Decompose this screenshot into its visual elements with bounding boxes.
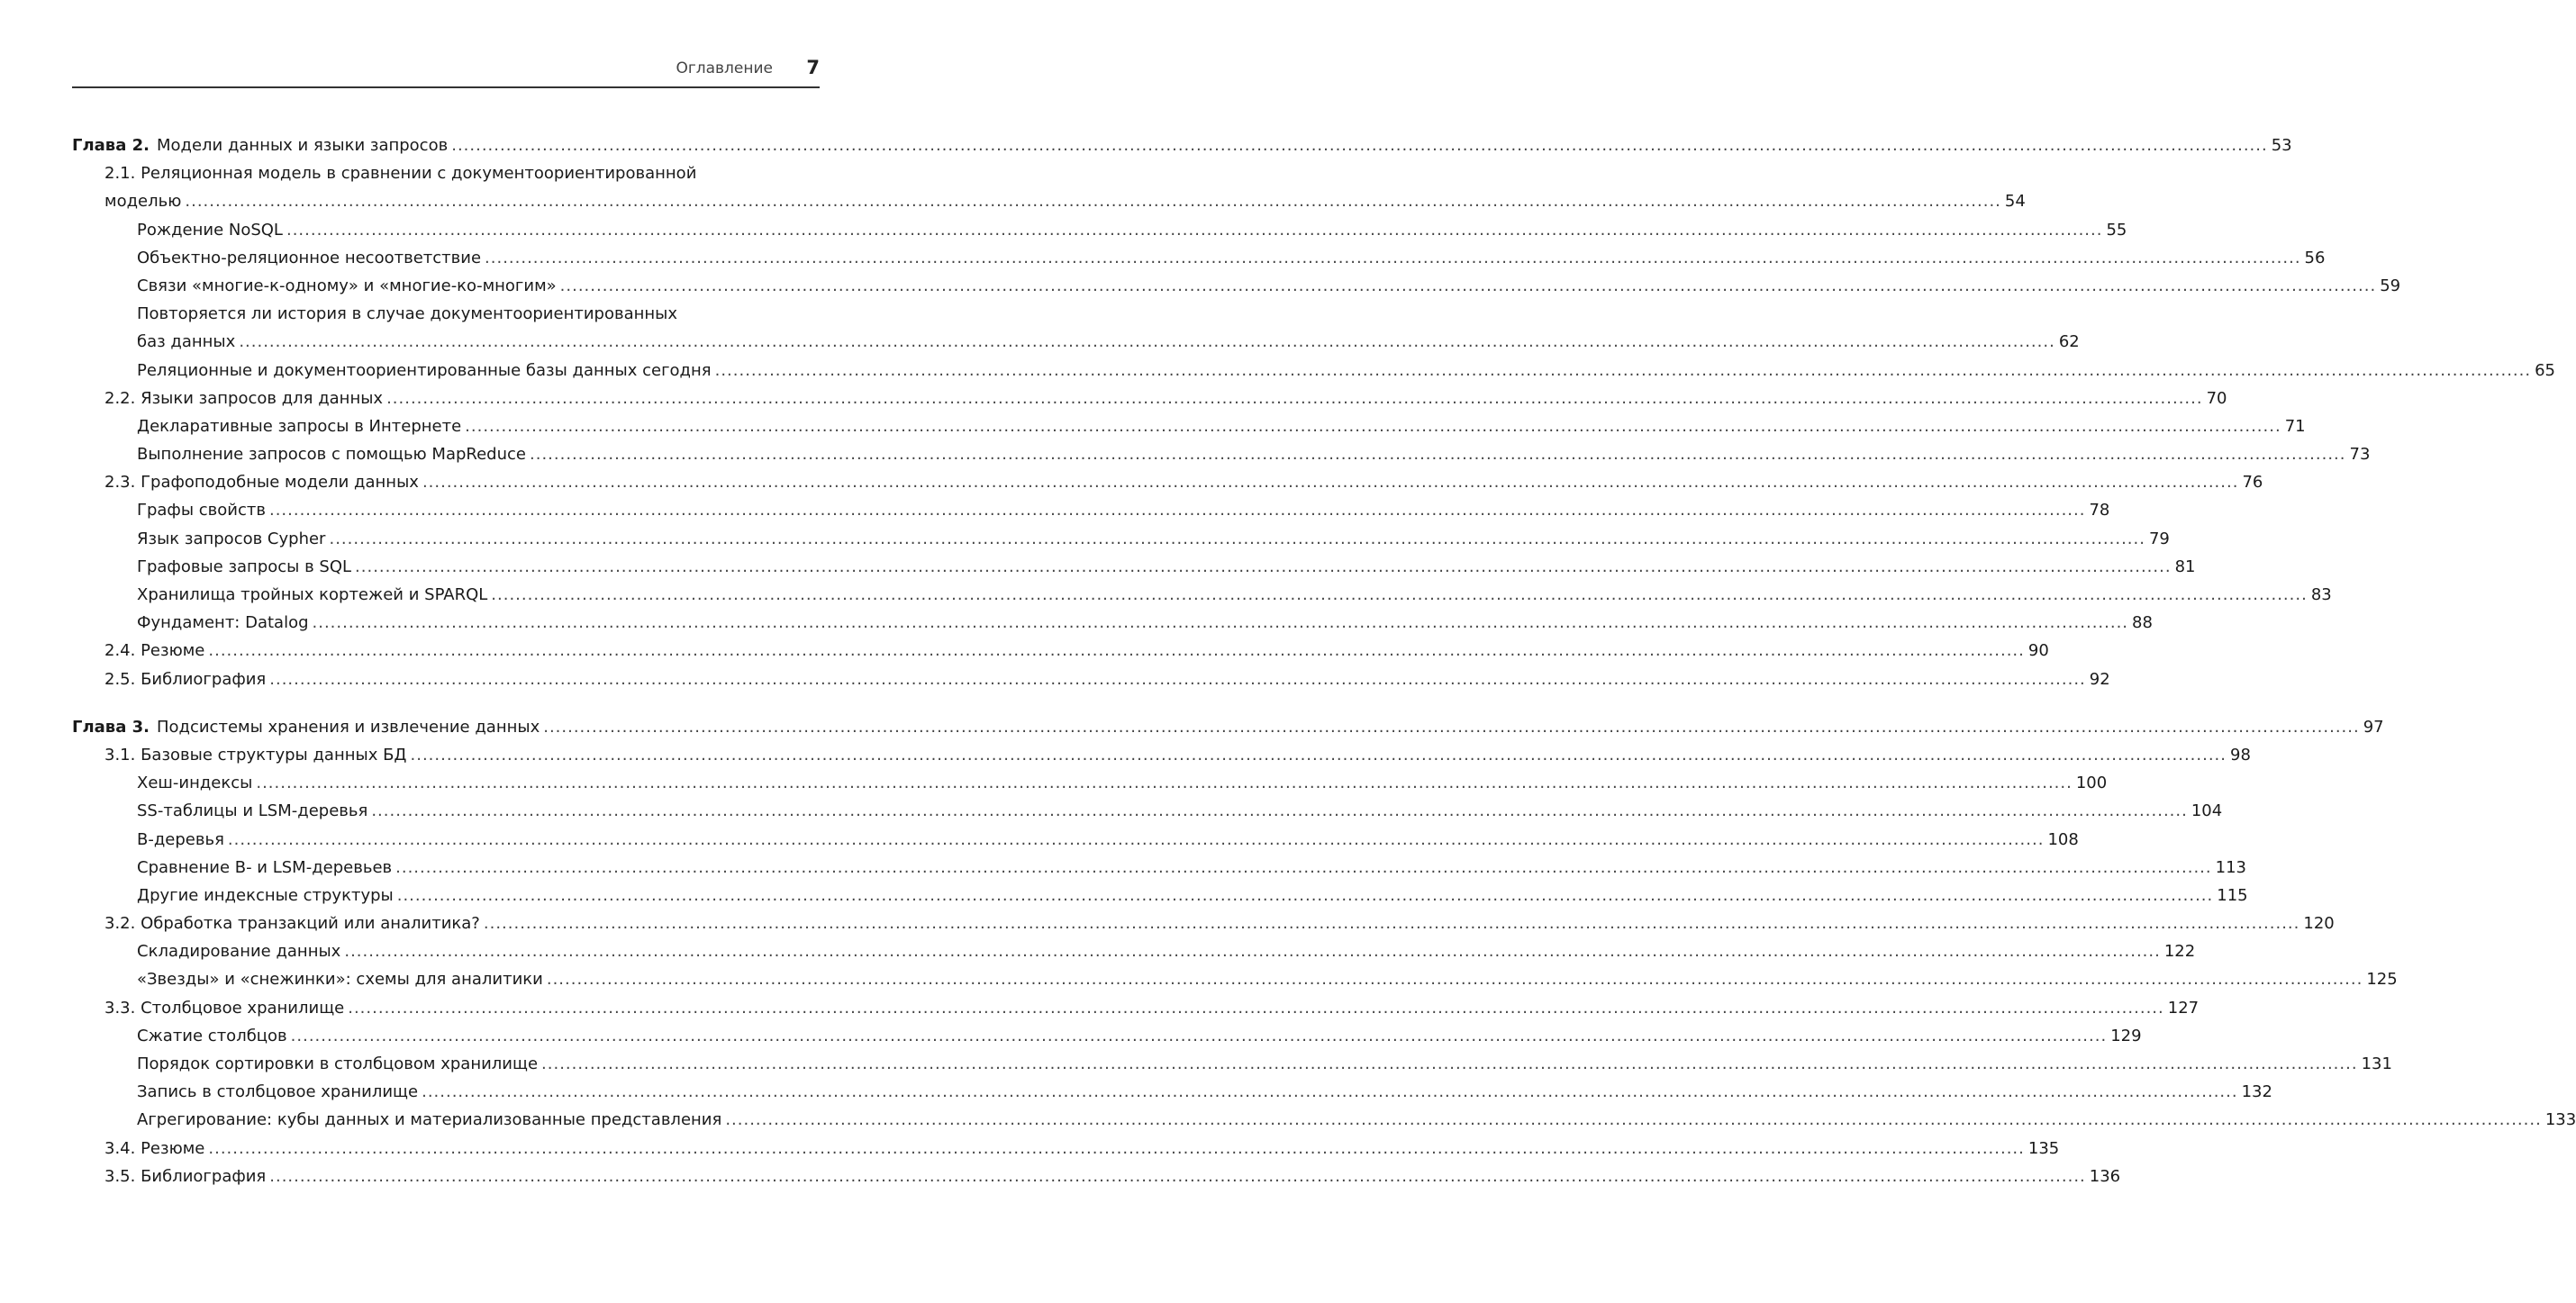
toc-entry-text: 2.3. Графоподобные модели данных [104, 473, 419, 493]
toc-entry-title [72, 713, 540, 741]
leader-dots: ............................................................................................................................................................................................................................................................................................................ [268, 501, 2086, 520]
toc-page-number: 127 [2167, 998, 2200, 1018]
leader-dots: ............................................................................................................................................................................................................................................................................................................ [483, 914, 2300, 934]
chapter-label: Глава 3. [72, 717, 150, 737]
toc-subsection-entry[interactable] [72, 244, 2326, 272]
toc-page-number: 88 [2132, 613, 2153, 633]
toc-entry-title [137, 525, 325, 553]
toc-subsection-entry[interactable] [72, 328, 2080, 356]
running-head-title: Оглавление [676, 59, 773, 77]
toc-page-number: 113 [2215, 857, 2246, 877]
toc-entry-text: B-деревья [137, 829, 224, 849]
toc-page-number: 100 [2075, 774, 2108, 793]
toc-entry-title [137, 1106, 721, 1134]
toc-subsection-entry[interactable] [72, 826, 2079, 854]
page-header [72, 54, 820, 88]
toc-entry-title [137, 826, 224, 854]
toc-subsection-entry[interactable] [72, 440, 2371, 468]
toc-subsection-entry[interactable] [72, 496, 2110, 524]
leader-dots: ............................................................................................................................................................................................................................................................................................................ [269, 1166, 2086, 1186]
toc-entry-title [137, 244, 481, 272]
toc-entry-text: 3.3. Столбцовое хранилище [104, 998, 345, 1018]
toc-page-number: 81 [2174, 556, 2196, 576]
toc-entry-text: Сжатие столбцов [137, 1026, 287, 1045]
leader-dots: ............................................................................................................................................................................................................................................................................................................ [344, 942, 2161, 962]
toc-entry-text: 3.2. Обработка транзакций или аналитика? [104, 914, 480, 934]
leader-dots: ............................................................................................................................................................................................................................................................................................................ [410, 745, 2227, 765]
toc-entry-text: Агрегирование: кубы данных и материализованные представления [137, 1110, 722, 1130]
toc-subsection-entry[interactable] [72, 797, 2223, 825]
toc-page-number: 132 [2241, 1082, 2272, 1102]
toc-entry-text: Сравнение B- и LSM-деревьев [137, 857, 393, 877]
toc-entry-title [137, 1022, 287, 1050]
toc-entry-title [137, 882, 394, 909]
leader-dots: ............................................................................................................................................................................................................................................................................................................ [543, 717, 2360, 737]
toc-entry-title [104, 1163, 266, 1190]
toc-subsection-entry[interactable] [72, 553, 2196, 581]
toc-entry-text: Графы свойств [137, 501, 266, 520]
toc-entry-text: Рождение NoSQL [137, 220, 283, 240]
toc-entry-title [137, 328, 235, 356]
toc-entry-text: Запись в столбцовое хранилище [137, 1082, 419, 1102]
toc-entry-text: SS-таблицы и LSM-деревья [137, 801, 368, 821]
leader-dots: ............................................................................................................................................................................................................................................................................................................ [546, 970, 2363, 990]
toc-entry-title [104, 909, 480, 937]
toc-entry-title-line: 2.1. Реляционная модель в сравнении с документоориентированной [104, 164, 697, 184]
toc-page-number: 79 [2148, 529, 2170, 548]
toc-page-number: 97 [2363, 717, 2384, 737]
toc-section-entry[interactable] [72, 1135, 2060, 1163]
toc-page-number: 59 [2380, 276, 2401, 295]
leader-dots: ............................................................................................................................................................................................................................................................................................................ [256, 774, 2073, 793]
toc-subsection-entry[interactable] [72, 357, 2556, 385]
toc-page-number: 131 [2361, 1054, 2392, 1073]
toc-entry-title [137, 1078, 418, 1106]
toc-entry-text: 2.5. Библиография [104, 669, 267, 689]
toc-entry-title [137, 581, 487, 609]
toc-section-entry[interactable] [72, 1163, 2121, 1190]
toc-entry-title [137, 1050, 538, 1078]
toc-page-number: 55 [2106, 220, 2127, 240]
toc-page-number: 108 [2047, 829, 2079, 849]
toc-entry-title [137, 216, 283, 244]
toc-entry-title [104, 187, 181, 215]
toc-section-entry[interactable] [72, 637, 2049, 665]
toc-page-number: 122 [2163, 942, 2196, 962]
leader-dots: ............................................................................................................................................................................................................................................................................................................ [208, 641, 2025, 661]
toc-entry-text: 2.4. Резюме [104, 641, 205, 661]
toc-page-number: 73 [2349, 445, 2371, 465]
toc-entry-text: Объектно-реляционное несоответствие [137, 248, 482, 267]
toc-subsection-entry[interactable] [72, 1022, 2142, 1050]
toc-entry-text: «Звезды» и «снежинки»: схемы для аналитики [137, 970, 543, 990]
toc-entry-text: Фундамент: Datalog [137, 613, 309, 633]
leader-dots: ............................................................................................................................................................................................................................................................................................................ [530, 445, 2346, 465]
toc-entry-title [137, 272, 557, 300]
toc-page-number: 135 [2027, 1138, 2060, 1158]
toc-page-number: 54 [2004, 192, 2026, 212]
toc-entry-text: баз данных [137, 332, 236, 352]
leader-dots: ............................................................................................................................................................................................................................................................................................................ [541, 1054, 2358, 1073]
toc-subsection-entry[interactable] [72, 965, 2398, 993]
toc-page-number: 70 [2206, 388, 2227, 408]
toc-subsection-entry[interactable] [72, 1078, 2272, 1106]
toc-subsection-entry[interactable] [72, 882, 2248, 909]
toc-entry-title [137, 769, 252, 797]
toc-subsection-entry[interactable] [72, 937, 2196, 965]
toc-entry-title [137, 854, 392, 882]
toc-page-number: 104 [2191, 801, 2223, 821]
toc-entry-text: Складирование данных [137, 942, 341, 962]
leader-dots: ............................................................................................................................................................................................................................................................................................................ [348, 998, 2164, 1018]
toc-entry-text: Хранилища тройных кортежей и SPARQL [137, 585, 488, 604]
toc-entry-title [104, 665, 266, 693]
toc-entry-title [137, 496, 266, 524]
leader-dots: ............................................................................................................................................................................................................................................................................................................ [559, 276, 2377, 295]
toc-subsection-entry[interactable] [72, 1106, 2576, 1134]
toc-subsection-entry[interactable] [72, 412, 2306, 440]
toc-page-number: 136 [2089, 1166, 2121, 1186]
toc-entry-title [104, 994, 344, 1022]
toc-page-number: 92 [2089, 669, 2110, 689]
toc-page-number: 71 [2284, 416, 2306, 436]
toc-page-number: 78 [2089, 501, 2110, 520]
toc-entry-title [137, 357, 712, 385]
toc-entry-title [137, 609, 309, 637]
toc-page-number: 133 [2544, 1110, 2576, 1130]
toc-page-number: 76 [2242, 473, 2263, 493]
toc-entry-title [104, 637, 204, 665]
running-head-page-number: 7 [806, 57, 820, 78]
toc-subsection-entry[interactable] [72, 525, 2170, 553]
toc-entry-text: моделью [104, 192, 182, 212]
toc-page-number: 62 [2058, 332, 2080, 352]
toc-entry-text: Выполнение запросов с помощью MapReduce [137, 445, 526, 465]
toc-entry-title [104, 385, 383, 412]
toc-subsection-entry[interactable] [72, 581, 2332, 609]
toc-entry-title [137, 937, 340, 965]
leader-dots: ............................................................................................................................................................................................................................................................................................................ [422, 1082, 2238, 1102]
toc-entry-title [137, 553, 351, 581]
leader-dots: ............................................................................................................................................................................................................................................................................................................ [725, 1110, 2542, 1130]
toc-page-number: 115 [2217, 885, 2248, 905]
toc-page-number: 83 [2310, 585, 2332, 604]
leader-dots: ............................................................................................................................................................................................................................................................................................................ [465, 416, 2281, 436]
chapter-title: Модели данных и языки запросов [156, 136, 449, 155]
toc-page-number: 120 [2303, 914, 2335, 934]
toc-entry-title [104, 1135, 204, 1163]
toc-subsection-entry[interactable] [72, 272, 2401, 300]
toc-entry-title [137, 797, 367, 825]
toc-page-number: 125 [2366, 970, 2398, 990]
toc-subsection-entry[interactable] [72, 609, 2153, 637]
toc-entry-title [137, 412, 461, 440]
toc-chapter-entry[interactable] [72, 713, 2384, 741]
toc-entry-text: Язык запросов Cypher [137, 529, 326, 548]
toc-chapter-entry[interactable] [72, 131, 2292, 159]
leader-dots: ............................................................................................................................................................................................................................................................................................................ [491, 585, 2308, 604]
toc-section-entry[interactable] [72, 909, 2335, 937]
leader-dots: ............................................................................................................................................................................................................................................................................................................ [714, 360, 2532, 380]
leader-dots: ............................................................................................................................................................................................................................................................................................................ [396, 885, 2214, 905]
toc-page-number: 90 [2027, 641, 2049, 661]
toc-entry-text: 2.2. Языки запросов для данных [104, 388, 384, 408]
leader-dots: ............................................................................................................................................................................................................................................................................................................ [227, 829, 2045, 849]
toc-subsection-entry[interactable] [72, 216, 2127, 244]
toc-page-number: 65 [2535, 360, 2556, 380]
toc-entry-text: 3.5. Библиография [104, 1166, 267, 1186]
leader-dots: ............................................................................................................................................................................................................................................................................................................ [185, 192, 2001, 212]
toc-section-entry[interactable] [72, 187, 2026, 215]
toc-entry-title [72, 131, 448, 159]
chapter-title: Подсистемы хранения и извлечение данных [156, 717, 540, 737]
leader-dots: ............................................................................................................................................................................................................................................................................................................ [371, 801, 2188, 821]
toc-page-number: 98 [2230, 745, 2251, 765]
toc-subsection-entry[interactable] [72, 769, 2108, 797]
toc-entry-text: Хеш-индексы [137, 774, 253, 793]
toc-page-number: 56 [2304, 248, 2326, 267]
leader-dots: ............................................................................................................................................................................................................................................................................................................ [239, 332, 2055, 352]
leader-dots: ............................................................................................................................................................................................................................................................................................................ [312, 613, 2129, 633]
toc-entry-text: 3.4. Резюме [104, 1138, 205, 1158]
leader-dots: ............................................................................................................................................................................................................................................................................................................ [386, 388, 2203, 408]
toc-entry-text: Связи «многие-к-одному» и «многие-ко-многим» [137, 276, 557, 295]
toc-entry-text: Другие индексные структуры [137, 885, 394, 905]
chapter-label: Глава 2. [72, 136, 150, 155]
toc-page-number: 129 [2110, 1026, 2142, 1045]
leader-dots: ............................................................................................................................................................................................................................................................................................................ [269, 669, 2086, 689]
leader-dots: ............................................................................................................................................................................................................................................................................................................ [355, 556, 2172, 576]
toc-entry-text: Реляционные и документоориентированные базы данных сегодня [137, 360, 712, 380]
toc-entry-text: Порядок сортировки в столбцовом хранилище [137, 1054, 539, 1073]
toc-entry-title [104, 741, 407, 769]
toc-entry-text: Графовые запросы в SQL [137, 556, 352, 576]
toc-entry-title [104, 468, 419, 496]
toc-entry-title [137, 965, 543, 993]
toc-entry-title [137, 440, 526, 468]
leader-dots: ............................................................................................................................................................................................................................................................................................................ [485, 248, 2301, 267]
toc-entry-text: 3.1. Базовые структуры данных БД [104, 745, 407, 765]
leader-dots: ............................................................................................................................................................................................................................................................................................................ [395, 857, 2212, 877]
leader-dots: ............................................................................................................................................................................................................................................................................................................ [208, 1138, 2025, 1158]
toc-section-entry[interactable] [72, 994, 2200, 1022]
toc-page-number: 53 [2271, 136, 2292, 155]
toc-section-entry[interactable] [72, 665, 2110, 693]
toc-subsection-entry[interactable] [72, 854, 2246, 882]
leader-dots: ............................................................................................................................................................................................................................................................................................................ [422, 473, 2239, 493]
leader-dots: ............................................................................................................................................................................................................................................................................................................ [329, 529, 2145, 548]
toc-section-entry[interactable] [72, 468, 2263, 496]
toc-entry-text: Декларативные запросы в Интернете [137, 416, 462, 436]
toc-section-entry[interactable] [72, 741, 2251, 769]
toc-subsection-entry[interactable] [72, 1050, 2392, 1078]
leader-dots: ............................................................................................................................................................................................................................................................................................................ [290, 1026, 2108, 1045]
table-of-contents [72, 131, 2576, 1190]
leader-dots: ............................................................................................................................................................................................................................................................................................................ [286, 220, 2103, 240]
leader-dots: ............................................................................................................................................................................................................................................................................................................ [451, 136, 2268, 155]
toc-section-entry[interactable] [72, 385, 2227, 412]
toc-entry-title-line: Повторяется ли история в случае документоориентированных [137, 304, 677, 324]
